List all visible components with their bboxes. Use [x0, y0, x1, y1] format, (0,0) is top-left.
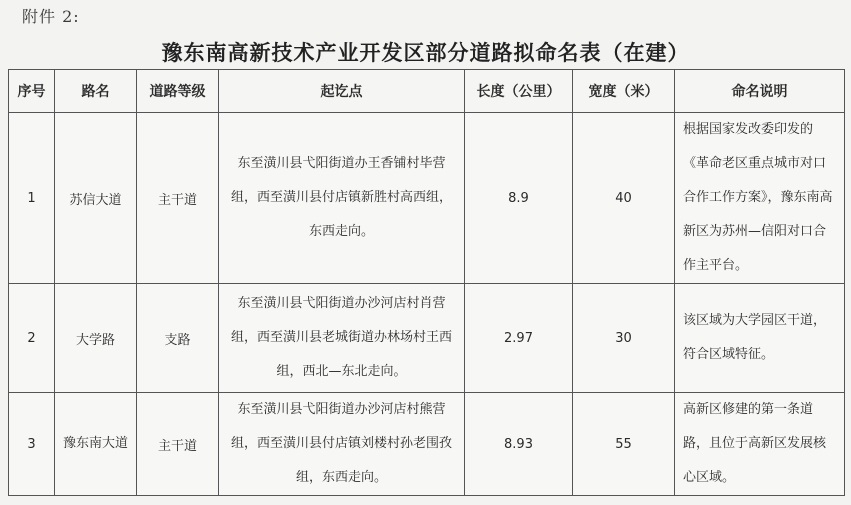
cell-no: 1 — [9, 113, 55, 284]
cell-road-name: 豫东南大道 — [55, 393, 137, 496]
cell-width: 40 — [573, 113, 675, 284]
cell-endpoints: 东至潢川县弋阳街道办王香铺村毕营组，西至潢川县付店镇新胜村高西组，东西走向。 — [219, 113, 465, 284]
cell-grade: 主干道 — [137, 113, 219, 284]
cell-note: 高新区修建的第一条道路，且位于高新区发展核心区域。 — [675, 393, 845, 496]
cell-no: 2 — [9, 284, 55, 393]
header-grade: 道路等级 — [137, 70, 219, 113]
table-row — [9, 284, 845, 393]
header-name: 路名 — [55, 70, 137, 113]
cell-grade: 主干道 — [137, 393, 219, 496]
cell-road-name: 大学路 — [55, 284, 137, 393]
cell-road-name: 苏信大道 — [55, 113, 137, 284]
header-length: 长度（公里） — [465, 70, 573, 113]
header-no: 序号 — [9, 70, 55, 113]
table-row — [9, 113, 845, 284]
table-row — [9, 393, 845, 496]
cell-length: 8.9 — [465, 113, 573, 284]
table-header-row — [9, 70, 845, 113]
cell-note: 该区域为大学园区干道，符合区域特征。 — [675, 284, 845, 393]
cell-endpoints: 东至潢川县弋阳街道办沙河店村熊营组，西至潢川县付店镇刘楼村孙老围孜组，东西走向。 — [219, 393, 465, 496]
header-note: 命名说明 — [675, 70, 845, 113]
attachment-label: 附件 2: — [22, 7, 80, 26]
road-naming-table — [8, 69, 845, 496]
cell-width: 30 — [573, 284, 675, 393]
document-title: 豫东南高新技术产业开发区部分道路拟命名表（在建） — [161, 41, 690, 65]
cell-grade: 支路 — [137, 284, 219, 393]
header-endpoints: 起讫点 — [219, 70, 465, 113]
cell-endpoints: 东至潢川县弋阳街道办沙河店村肖营组，西至潢川县老城街道办林场村王西组，西北—东北走向。 — [219, 284, 465, 393]
cell-length: 2.97 — [465, 284, 573, 393]
cell-no: 3 — [9, 393, 55, 496]
cell-width: 55 — [573, 393, 675, 496]
header-width: 宽度（米） — [573, 70, 675, 113]
cell-note: 根据国家发改委印发的《革命老区重点城市对口合作工作方案》，豫东南高新区为苏州—信阳对口合作主平台。 — [675, 113, 845, 284]
cell-length: 8.93 — [465, 393, 573, 496]
